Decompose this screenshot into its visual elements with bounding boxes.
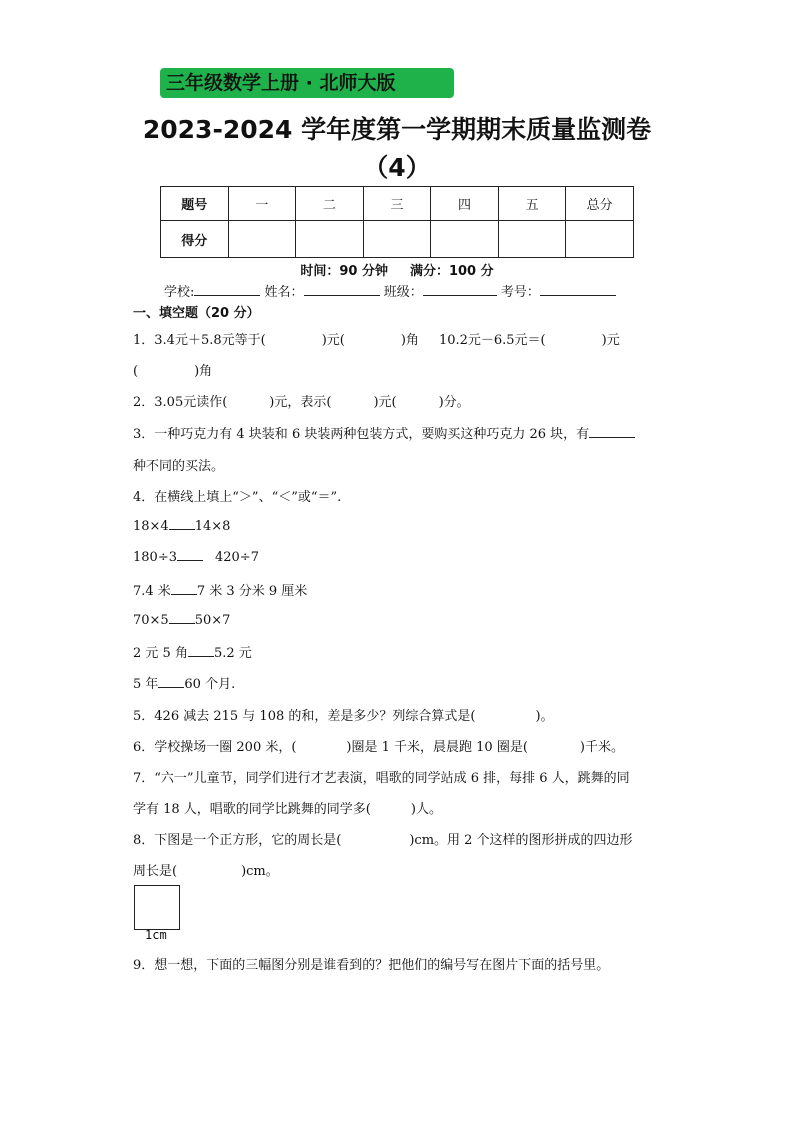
score-cell[interactable] bbox=[566, 221, 634, 258]
score-header-cell: 一 bbox=[228, 187, 296, 221]
question-8: 8．下图是一个正方形，它的周长是( )cm。用 2 个这样的图形拼成的四边形 bbox=[133, 833, 633, 848]
compare-item: 5 年 60 个月. bbox=[133, 677, 236, 692]
answer-blank[interactable] bbox=[158, 675, 184, 688]
answer-blank[interactable] bbox=[169, 611, 195, 624]
score-cell[interactable] bbox=[363, 221, 431, 258]
question-5: 5．426 减去 215 与 108 的和，差是多少？列综合算式是( )。 bbox=[133, 709, 554, 724]
exam-time: 时间：90 分钟 bbox=[300, 264, 388, 279]
answer-blank[interactable] bbox=[589, 425, 635, 438]
compare-item: 70×5 50×7 bbox=[133, 613, 231, 628]
answer-blank[interactable] bbox=[169, 517, 195, 530]
name-label: 姓名： bbox=[264, 285, 304, 300]
question-1-cont: ( )角 bbox=[133, 364, 213, 379]
exam-title: 2023-2024 学年度第一学期期末质量监测卷 bbox=[142, 115, 652, 144]
score-header-cell: 三 bbox=[363, 187, 431, 221]
time-and-score-line bbox=[0, 260, 794, 279]
exam-no-field[interactable] bbox=[540, 283, 616, 296]
question-2: 2．3.05元读作( )元，表示( )元( )分。 bbox=[133, 395, 470, 410]
question-6: 6．学校操场一圈 200 米，( )圈是 1 千米，晨晨跑 10 圈是( )千米。 bbox=[133, 740, 624, 755]
edition-badge: 三年级数学上册 · 北师大版 bbox=[160, 68, 454, 98]
score-header-cell: 五 bbox=[498, 187, 566, 221]
question-7-cont: 学有 18 人，唱歌的同学比跳舞的同学多( )人。 bbox=[133, 802, 442, 817]
section-title: 一、填空题（20 分） bbox=[133, 306, 260, 321]
class-label: 班级： bbox=[383, 285, 423, 300]
score-table-header-row bbox=[161, 187, 634, 221]
answer-blank[interactable] bbox=[188, 644, 214, 657]
score-row-label: 得分 bbox=[161, 221, 229, 258]
question-3-cont: 种不同的买法。 bbox=[133, 459, 225, 474]
score-header-cell: 总分 bbox=[566, 187, 634, 221]
question-3: 3．一种巧克力有 4 块装和 6 块装两种包装方式，要购买这种巧克力 26 块，有 bbox=[133, 423, 635, 442]
score-table bbox=[160, 186, 634, 258]
score-cell[interactable] bbox=[431, 221, 499, 258]
compare-item: 180÷3 420÷7 bbox=[133, 550, 259, 565]
name-field[interactable] bbox=[304, 283, 380, 296]
exam-full-score: 满分：100 分 bbox=[409, 264, 494, 279]
score-cell[interactable] bbox=[498, 221, 566, 258]
question-4: 4．在横线上填上“＞”、“＜”或“＝”. bbox=[133, 490, 342, 505]
compare-item: 18×4 14×8 bbox=[133, 519, 231, 534]
score-header-cell: 题号 bbox=[161, 187, 229, 221]
exam-title-number: （4） bbox=[363, 153, 431, 182]
school-field[interactable] bbox=[194, 283, 260, 296]
square-side-label: 1cm bbox=[145, 928, 167, 942]
school-label: 学校: bbox=[164, 285, 195, 300]
question-1: 1．3.4元＋5.8元等于( )元( )角 10.2元－6.5元＝( )元 bbox=[133, 333, 620, 348]
answer-blank[interactable] bbox=[171, 582, 197, 595]
score-cell[interactable] bbox=[228, 221, 296, 258]
score-header-cell: 二 bbox=[296, 187, 364, 221]
question-9: 9．想一想，下面的三幅图分别是谁看到的？把他们的编号写在图片下面的括号里。 bbox=[133, 958, 610, 973]
question-8-cont: 周长是( )cm。 bbox=[133, 864, 279, 879]
class-field[interactable] bbox=[423, 283, 497, 296]
score-header-cell: 四 bbox=[431, 187, 499, 221]
exam-no-label: 考号： bbox=[500, 285, 540, 300]
square-figure bbox=[134, 885, 180, 930]
compare-item: 7.4 米 7 米 3 分米 9 厘米 bbox=[133, 584, 308, 599]
question-7: 7．“六一”儿童节，同学们进行才艺表演，唱歌的同学站成 6 排，每排 6 人，跳舞的同 bbox=[133, 771, 630, 786]
compare-item: 2 元 5 角 5.2 元 bbox=[133, 646, 252, 661]
answer-blank[interactable] bbox=[177, 548, 203, 561]
score-cell[interactable] bbox=[296, 221, 364, 258]
student-info-line bbox=[164, 281, 616, 300]
score-table-score-row bbox=[161, 221, 634, 258]
